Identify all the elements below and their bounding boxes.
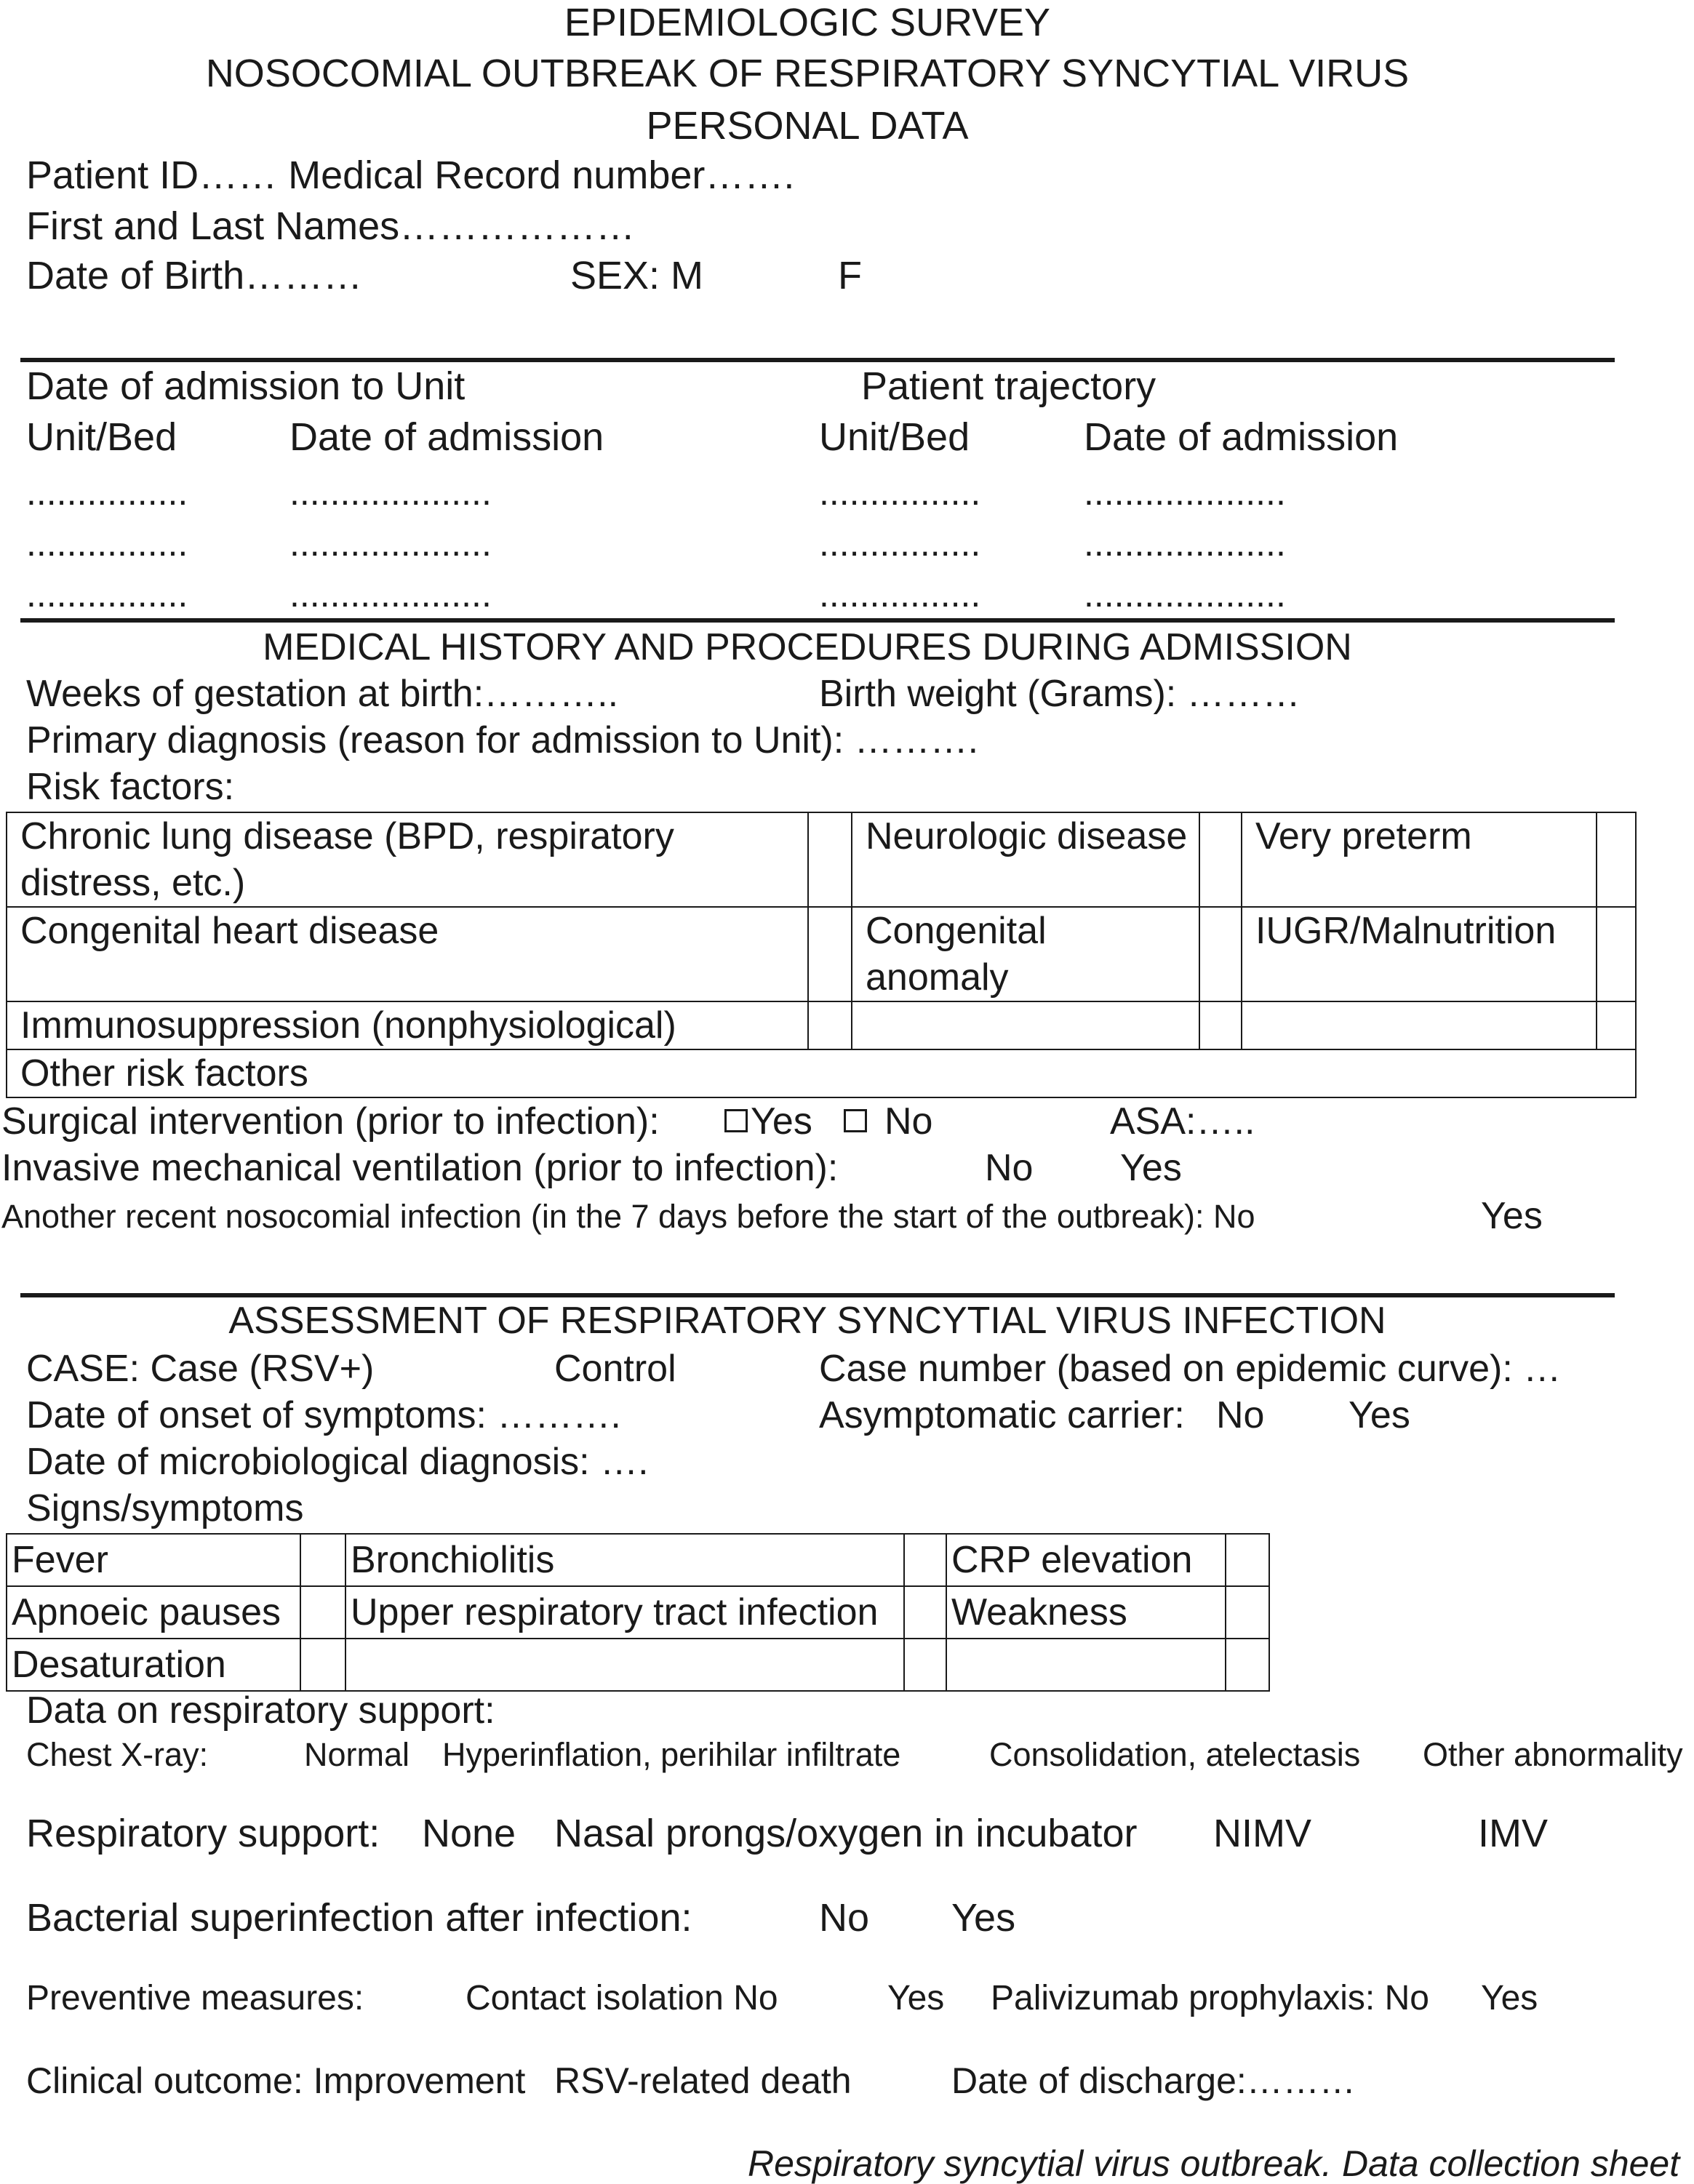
discharge-date-field: Date of discharge:………: [951, 2060, 1356, 2101]
bacterial-yes-option[interactable]: Yes: [951, 1896, 1016, 1940]
symptom-cell: Desaturation: [7, 1639, 300, 1691]
checkbox-icon[interactable]: [844, 1109, 867, 1132]
risk-checkbox[interactable]: [1199, 812, 1242, 907]
onset-date-field: Date of onset of symptoms: ……….: [26, 1394, 621, 1436]
symptom-checkbox[interactable]: [300, 1586, 345, 1639]
contact-isolation-option[interactable]: Contact isolation No: [466, 1979, 778, 2017]
survey-title: EPIDEMIOLOGIC SURVEY: [564, 1, 1051, 44]
nosocomial-yes-option[interactable]: Yes: [1481, 1195, 1543, 1237]
risk-checkbox[interactable]: [1199, 907, 1242, 1001]
respiratory-support-label: Respiratory support:: [26, 1812, 380, 1855]
clinical-outcome-field: Clinical outcome: Improvement: [26, 2060, 526, 2101]
symptom-cell: CRP elevation: [946, 1534, 1226, 1586]
palivizumab-option[interactable]: Palivizumab prophylaxis: No: [991, 1979, 1429, 2017]
section-title-personal-data: PERSONAL DATA: [646, 104, 969, 148]
risk-factor-cell: Immunosuppression (nonphysiological): [7, 1001, 808, 1049]
case-option[interactable]: CASE: Case (RSV+): [26, 1348, 375, 1390]
palivizumab-yes-option[interactable]: Yes: [1481, 1979, 1538, 2017]
table-row: [7, 1001, 1636, 1049]
trajectory-title: Patient trajectory: [861, 364, 1156, 408]
blank-line: ................: [819, 523, 981, 564]
rsv-death-option[interactable]: RSV-related death: [554, 2060, 852, 2101]
risk-factors-label: Risk factors:: [26, 766, 235, 808]
surgical-yes-option[interactable]: [724, 1100, 812, 1143]
risk-factor-cell: Very preterm: [1242, 812, 1597, 907]
table-row: [7, 1639, 1269, 1691]
symptom-cell: Weakness: [946, 1586, 1226, 1639]
risk-checkbox[interactable]: [808, 907, 852, 1001]
symptom-cell: [345, 1639, 904, 1691]
risk-checkbox[interactable]: [1597, 907, 1636, 1001]
symptom-checkbox[interactable]: [1226, 1586, 1269, 1639]
blank-line: ....................: [289, 574, 492, 615]
symptom-cell: Bronchiolitis: [345, 1534, 904, 1586]
risk-factor-cell: Neurologic disease: [852, 812, 1199, 907]
col-date-admission: Date of admission: [1084, 415, 1399, 459]
blank-line: ................: [26, 472, 188, 513]
surgical-no-option[interactable]: [844, 1100, 933, 1143]
risk-factor-cell: [852, 1001, 1199, 1049]
birth-weight-field: Birth weight (Grams): ………: [819, 673, 1301, 715]
carrier-label: Asymptomatic carrier:: [819, 1394, 1185, 1436]
divider: [20, 618, 1615, 623]
bacterial-superinfection-label: Bacterial superinfection after infection:: [26, 1896, 692, 1940]
symptom-checkbox[interactable]: [1226, 1639, 1269, 1691]
risk-checkbox[interactable]: [808, 1001, 852, 1049]
control-option[interactable]: Control: [554, 1348, 676, 1390]
patient-id-field: Patient ID…… Medical Record number…….: [26, 153, 795, 197]
symptom-checkbox[interactable]: [300, 1639, 345, 1691]
symptom-checkbox[interactable]: [904, 1534, 946, 1586]
carrier-no-option[interactable]: No: [1216, 1394, 1265, 1436]
surgical-intervention-label: Surgical intervention (prior to infection):: [1, 1100, 660, 1143]
divider: [20, 358, 1615, 362]
risk-factor-cell: Chronic lung disease (BPD, respiratory distress, etc.): [7, 812, 808, 907]
blank-line: ....................: [1084, 523, 1286, 564]
col-unit-bed: Unit/Bed: [26, 415, 177, 459]
preventive-measures-label: Preventive measures:: [26, 1979, 364, 2017]
ventilation-no-option[interactable]: No: [985, 1147, 1034, 1189]
support-none-option[interactable]: None: [422, 1812, 516, 1855]
survey-subtitle: NOSOCOMIAL OUTBREAK OF RESPIRATORY SYNCYTIAL VIRUS: [205, 52, 1410, 95]
other-risk-factors-cell[interactable]: Other risk factors: [7, 1049, 1636, 1097]
asa-field: ASA:…..: [1110, 1100, 1255, 1143]
respiratory-support-data-label: Data on respiratory support:: [26, 1689, 495, 1732]
symptom-cell: Fever: [7, 1534, 300, 1586]
option-label: No: [884, 1100, 933, 1143]
blank-line: ....................: [1084, 574, 1286, 615]
col-date-admission: Date of admission: [289, 415, 604, 459]
gestation-field: Weeks of gestation at birth:………..: [26, 673, 619, 715]
risk-factors-table: [6, 812, 1637, 1098]
xray-other-option[interactable]: Other abnormality: [1423, 1736, 1683, 1773]
sex-female-option: F: [838, 254, 862, 297]
blank-line: ................: [819, 472, 981, 513]
ventilation-yes-option[interactable]: Yes: [1120, 1147, 1182, 1189]
blank-line: ................: [819, 574, 981, 615]
xray-consolidation-option[interactable]: Consolidation, atelectasis: [989, 1736, 1361, 1773]
risk-checkbox[interactable]: [808, 812, 852, 907]
risk-checkbox[interactable]: [1597, 1001, 1636, 1049]
table-row: [7, 907, 1636, 1001]
divider: [20, 1293, 1615, 1297]
dob-field: Date of Birth………: [26, 254, 363, 297]
option-label: Yes: [751, 1100, 812, 1143]
blank-line: ....................: [289, 472, 492, 513]
bacterial-no-option[interactable]: No: [819, 1896, 870, 1940]
xray-normal-option[interactable]: Normal: [304, 1736, 410, 1773]
symptom-cell: [946, 1639, 1226, 1691]
chest-xray-label: Chest X-ray:: [26, 1736, 209, 1773]
admission-title: Date of admission to Unit: [26, 364, 466, 408]
col-unit-bed: Unit/Bed: [819, 415, 970, 459]
risk-factor-cell: Congenital anomaly: [852, 907, 1199, 1001]
contact-isolation-yes-option[interactable]: Yes: [887, 1979, 945, 2017]
blank-line: ....................: [289, 523, 492, 564]
ventilation-label: Invasive mechanical ventilation (prior to infection):: [1, 1147, 839, 1189]
risk-factor-cell: [1242, 1001, 1597, 1049]
risk-checkbox[interactable]: [1597, 812, 1636, 907]
symptom-checkbox[interactable]: [904, 1639, 946, 1691]
sex-field: SEX: M: [570, 254, 704, 297]
nosocomial-infection-label: Another recent nosocomial infection (in the 7 days before the start of the outbreak): No: [1, 1198, 1255, 1235]
section-title-assessment: ASSESSMENT OF RESPIRATORY SYNCYTIAL VIRUS INFECTION: [228, 1300, 1386, 1342]
table-row: [7, 812, 1636, 907]
symptom-checkbox[interactable]: [1226, 1534, 1269, 1586]
table-row: [7, 1534, 1269, 1586]
table-row: [7, 1049, 1636, 1097]
microbiological-date-field: Date of microbiological diagnosis: ….: [26, 1441, 649, 1483]
blank-line: ................: [26, 574, 188, 615]
xray-hyperinflation-option[interactable]: Hyperinflation, perihilar infiltrate: [442, 1736, 901, 1773]
support-nasal-option[interactable]: Nasal prongs/oxygen in incubator: [554, 1812, 1138, 1855]
symptom-cell: Upper respiratory tract infection: [345, 1586, 904, 1639]
support-imv-option[interactable]: IMV: [1478, 1812, 1549, 1855]
section-title-history: MEDICAL HISTORY AND PROCEDURES DURING ADMISSION: [263, 626, 1352, 668]
support-nimv-option[interactable]: NIMV: [1213, 1812, 1311, 1855]
blank-line: ................: [26, 523, 188, 564]
blank-line: ....................: [1084, 472, 1286, 513]
signs-symptoms-table: [6, 1533, 1270, 1692]
carrier-yes-option[interactable]: Yes: [1349, 1394, 1410, 1436]
symptom-checkbox[interactable]: [300, 1534, 345, 1586]
risk-checkbox[interactable]: [1199, 1001, 1242, 1049]
case-number-field: Case number (based on epidemic curve): …: [819, 1348, 1562, 1390]
symptom-checkbox[interactable]: [904, 1586, 946, 1639]
checkbox-icon[interactable]: [724, 1109, 748, 1132]
primary-diagnosis-field: Primary diagnosis (reason for admission to Unit): ……….: [26, 719, 979, 761]
names-field: First and Last Names………………: [26, 204, 636, 248]
figure-caption: Respiratory syncytial virus outbreak. Data collection sheet: [748, 2143, 1680, 2184]
symptom-cell: Apnoeic pauses: [7, 1586, 300, 1639]
risk-factor-cell: IUGR/Malnutrition: [1242, 907, 1597, 1001]
risk-factor-cell: Congenital heart disease: [7, 907, 808, 1001]
table-row: [7, 1586, 1269, 1639]
signs-symptoms-label: Signs/symptoms: [26, 1487, 304, 1529]
